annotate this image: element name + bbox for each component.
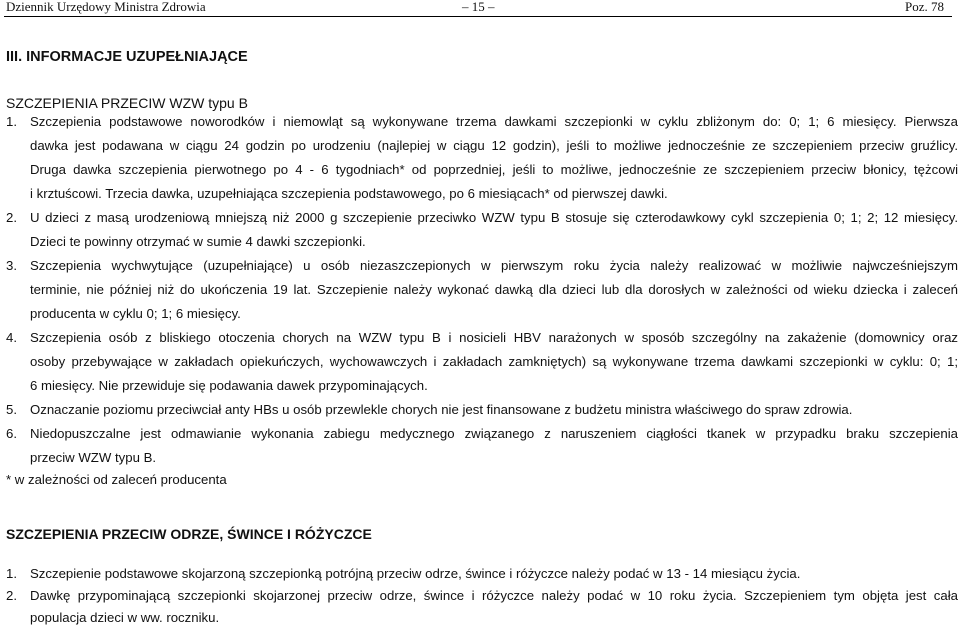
hepb-item-4-number: 4. (6, 330, 17, 345)
hepb-item-2-number: 2. (6, 210, 17, 225)
position-number: Poz. 78 (905, 0, 944, 14)
section-title: III. INFORMACJE UZUPEŁNIAJĄCE (6, 49, 248, 65)
hepb-item-3-line-2: terminie, nie później niż do ukończenia 19 lat. Szczepienie należy wykonać dawką dla dzieci lub dla dorosłych w zależności od wieku dziecka i zaleceń (30, 282, 958, 297)
hepb-item-3-number: 3. (6, 258, 17, 273)
hepb-item-6-line-1: Niedopuszczalne jest odmawianie wykonania zabiegu medycznego związanego z naruszeniem ciągłości tkanek w przypadku braku szczepienia (30, 426, 958, 441)
hepb-item-6-line-2: przeciw WZW typu B. (30, 450, 157, 465)
mmr-heading: SZCZEPIENIA PRZECIW ODRZE, ŚWINCE I RÓŻYCZCE (6, 526, 372, 542)
hepb-item-1-line-2: dawka jest podawana w ciągu 24 godzin po urodzeniu (najlepiej w ciągu 12 godzin), jeśli to możliwe jednocześnie ze szczepieniem przeciw gruźlicy. (30, 138, 958, 153)
hepb-item-1-line-3: Druga dawka szczepienia pierwotnego po 4 - 6 tygodniach* od poprzedniej, jeśli to możliwe, jednocześnie ze szczepieniem przeciw błonicy, tężcowi (30, 162, 958, 177)
mmr-item-2-line-1: Dawkę przypominającą szczepionki skojarzonej przeciw odrze, śwince i różyczce należy podać w 10 roku życia. Szczepieniem tym objęta jest cała (30, 588, 958, 603)
hepb-item-3-line-1: Szczepienia wychwytujące (uzupełniające) u osób niezaszczepionych w pierwszym roku życia należy realizować w możliwie najwcześniejszym (30, 258, 958, 273)
hepb-item-3-line-3: producenta w cyklu 0; 1; 6 miesięcy. (30, 306, 241, 321)
hepb-item-5-number: 5. (6, 402, 17, 417)
hepb-item-1-line-4: i krztuścowi. Trzecia dawka, uzupełniająca szczepienia podstawowego, po 6 miesiącach* od pierwszej dawki. (30, 186, 668, 201)
hepb-item-4-line-3: 6 miesięcy. Nie przewiduje się podawania dawek przypominających. (30, 378, 428, 393)
page-number: – 15 – (462, 0, 495, 14)
mmr-item-1-number: 1. (6, 566, 17, 581)
mmr-item-2-number: 2. (6, 588, 17, 603)
hepb-item-6-number: 6. (6, 426, 17, 441)
hepb-item-2-line-2: Dzieci te powinny otrzymać w sumie 4 dawki szczepionki. (30, 234, 366, 249)
mmr-item-2-line-2: populacja dzieci w ww. roczniku. (30, 610, 220, 625)
hepb-item-4-line-2: osoby przebywające w zakładach opiekuńczych, wychowawczych i zakładach zamkniętych) są wykonywane trzema dawkami szczepionki w cyklu: 0; 1; (30, 354, 958, 369)
running-header (0, 0, 960, 16)
hepb-item-2-line-1: U dzieci z masą urodzeniową mniejszą niż 2000 g szczepienie przeciwko WZW typu B stosuje się czterodawkowy cykl szczepienia 0; 1; 2; 12 miesięcy. (30, 210, 958, 225)
hepb-item-1-number: 1. (6, 114, 17, 129)
hepb-heading: SZCZEPIENIA PRZECIW WZW typu B (6, 95, 248, 111)
hepb-footnote: * w zależności od zaleceń producenta (6, 472, 227, 487)
hepb-item-5-line-1: Oznaczanie poziomu przeciwciał anty HBs u osób przewlekle chorych nie jest finansowane z budżetu ministra właściwego do spraw zdrowia. (30, 402, 853, 417)
hepb-item-4-line-1: Szczepienia osób z bliskiego otoczenia chorych na WZW typu B i nosicieli HBV narażonych w sposób szczególny na zakażenie (domownicy oraz (30, 330, 958, 345)
mmr-item-1-line-1: Szczepienie podstawowe skojarzoną szczepionką potrójną przeciw odrze, śwince i różyczce należy podać w 13 - 14 miesiącu życia. (30, 566, 801, 581)
hepb-item-1-line-1: Szczepienia podstawowe noworodków i niemowląt są wykonywane trzema dawkami szczepionki w cyklu zbliżonym do: 0; 1; 6 miesięcy. Pierwsza (30, 114, 958, 129)
header-divider (4, 16, 952, 17)
publication-title: Dziennik Urzędowy Ministra Zdrowia (6, 0, 206, 14)
